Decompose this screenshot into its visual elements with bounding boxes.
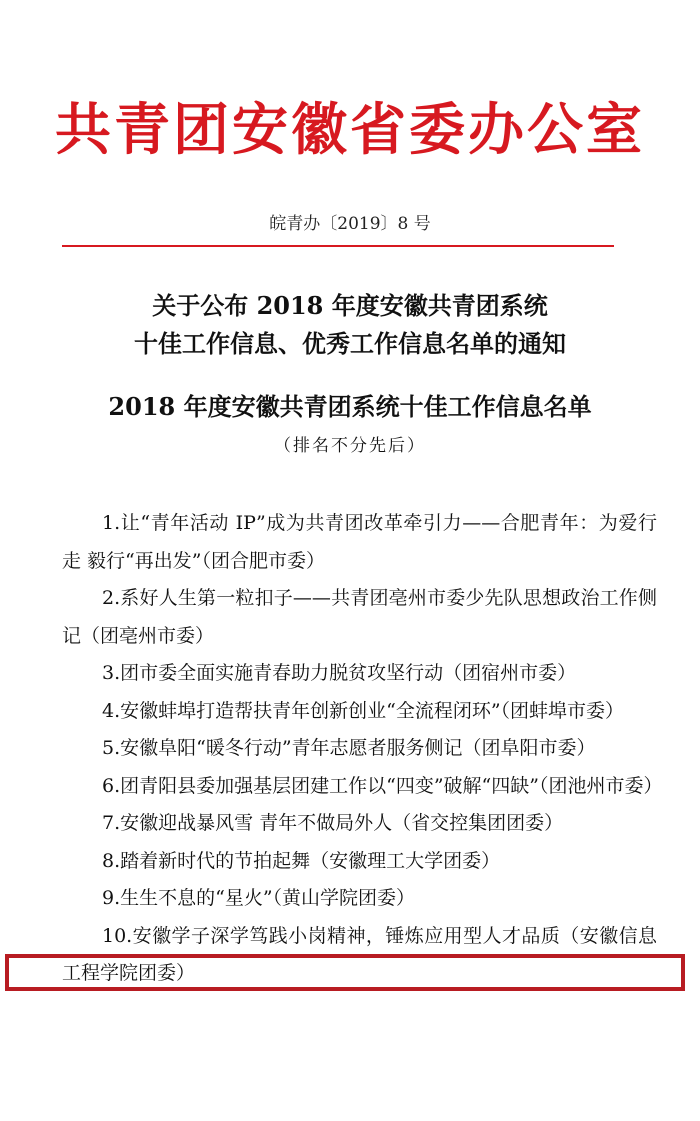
- list-item: 7.安徽迎战暴风雪 青年不做局外人（省交控集团团委）: [102, 812, 564, 834]
- list-item: 8.踏着新时代的节拍起舞（安徽理工大学团委）: [102, 849, 501, 872]
- notice-title-line: 十佳工作信息、优秀工作信息名单的通知: [134, 329, 566, 358]
- entry-list: [62, 505, 663, 993]
- notice-title-line: 关于公布 2018 年度安徽共青团系统: [152, 291, 548, 320]
- red-divider: [62, 245, 614, 247]
- notice-title: [0, 287, 700, 363]
- issuer-title: 共青团安徽省委办公室: [55, 98, 645, 163]
- list-title: 2018 年度安徽共青团系统十佳工作信息名单: [108, 392, 592, 421]
- list-item: 10.安徽学子深学笃践小岗精神，锤炼应用型人才品质（安徽信息工程学院团委）: [62, 924, 657, 984]
- list-subtitle: （排名不分先后）: [274, 436, 426, 456]
- list-item: 2.系好人生第一粒扣子——共青团亳州市委少先队思想政治工作侧记（团亳州市委）: [62, 587, 657, 647]
- list-item: 1.让“青年活动 IP”成为共青团改革牵引力——合肥青年：为爱行走 毅行“再出发”（团合肥市委）: [62, 512, 657, 572]
- document-number: 皖青办〔2019〕8 号: [269, 214, 431, 234]
- highlight-box: [5, 954, 685, 991]
- list-item: 3.团市委全面实施青春助力脱贫攻坚行动（团宿州市委）: [102, 662, 577, 684]
- list-item: 6.团青阳县委加强基层团建工作以“四变”破解“四缺”（团池州市委）: [102, 774, 663, 797]
- list-item: 4.安徽蚌埠打造帮扶青年创新创业“全流程闭环”（团蚌埠市委）: [102, 699, 625, 722]
- list-item-highlighted: 9.生生不息的“星火”（黄山学院团委）: [102, 887, 416, 909]
- list-item: 5.安徽阜阳“暖冬行动”青年志愿者服务侧记（团阜阳市委）: [102, 737, 596, 759]
